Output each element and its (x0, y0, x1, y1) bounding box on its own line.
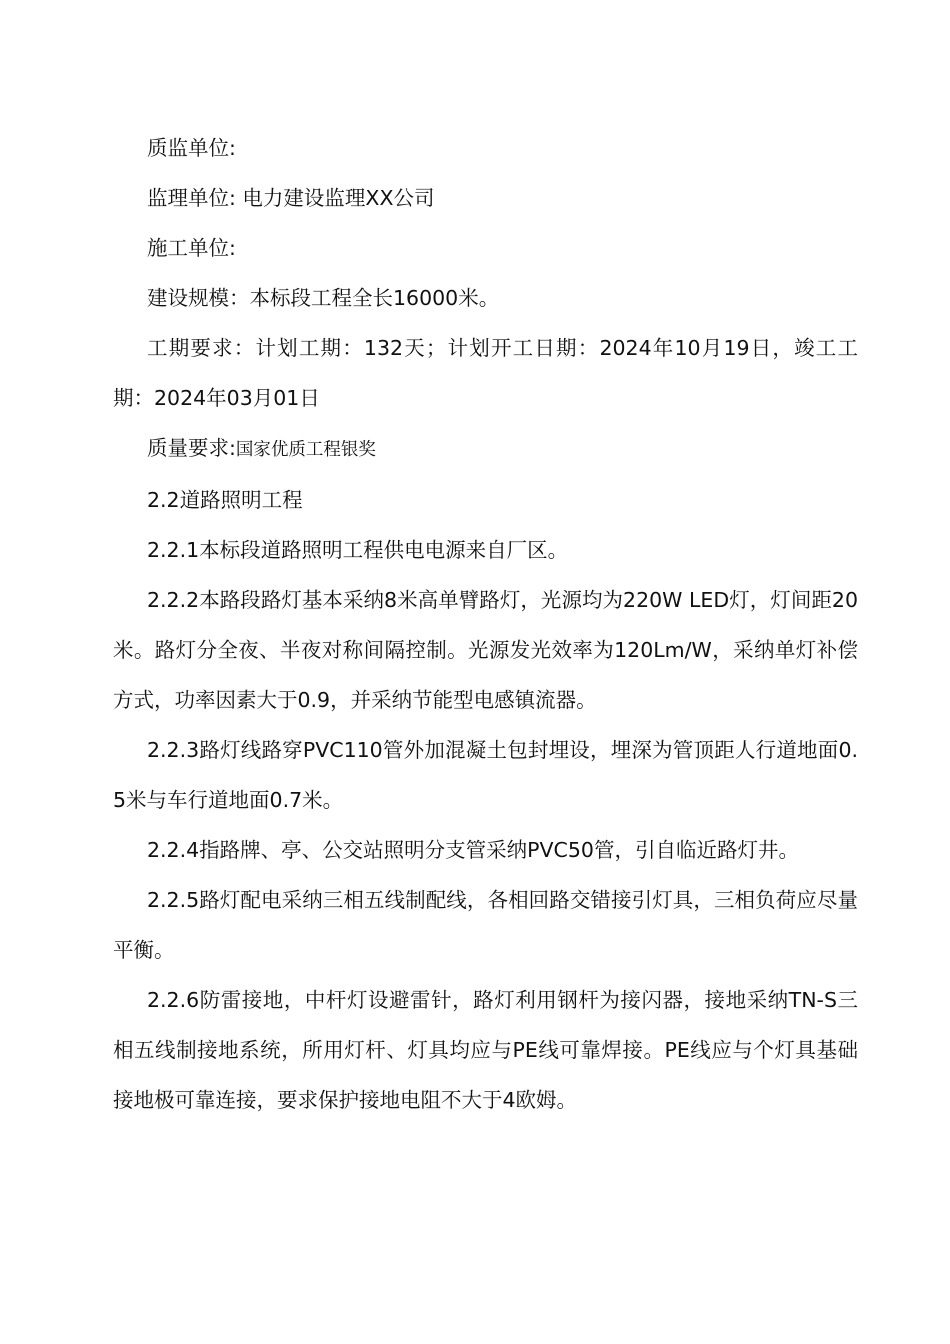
paragraph-supervision-unit: 监理单位: 电力建设监理XX公司 (147, 186, 435, 210)
section-heading-road-lighting: 2.2道路照明工程 (147, 488, 303, 512)
quality-requirement-value: 国家优质工程银奖 (235, 440, 376, 460)
paragraph-quality-supervision-unit: 质监单位: (147, 136, 236, 160)
paragraph-schedule-requirement: 工期要求：计划工期：132天；计划开工日期：2024年10月19日，竣工工期：2024年03月01日 (113, 336, 858, 410)
paragraph-2-2-5: 2.2.5路灯配电采纳三相五线制配线，各相回路交错接引灯具，三相负荷应尽量平衡。 (113, 888, 858, 962)
paragraph-quality-requirement (113, 423, 858, 475)
paragraph-2-2-4: 2.2.4指路牌、亭、公交站照明分支管采纳PVC50管，引自临近路灯井。 (147, 838, 799, 862)
paragraph-construction-scale: 建设规模：本标段工程全长16000米。 (147, 286, 500, 310)
paragraph-2-2-6: 2.2.6防雷接地，中杆灯设避雷针，路灯利用钢杆为接闪器，接地采纳TN-S三相五线制接地系统，所用灯杆、灯具均应与PE线可靠焊接。PE线应与个灯具基础接地极可靠连接，要求保护接地电阻不大于4欧姆。 (113, 988, 858, 1112)
paragraph-2-2-3: 2.2.3路灯线路穿PVC110管外加混凝土包封埋设，埋深为管顶距人行道地面0.5米与车行道地面0.7米。 (113, 738, 858, 812)
quality-requirement-label: 质量要求: (147, 436, 236, 460)
document-body (113, 123, 858, 1125)
paragraph-2-2-1: 2.2.1本标段道路照明工程供电电源来自厂区。 (147, 538, 569, 562)
paragraph-construction-unit: 施工单位: (147, 236, 236, 260)
paragraph-2-2-2: 2.2.2本路段路灯基本采纳8米高单臂路灯，光源均为220W LED灯，灯间距20米。路灯分全夜、半夜对称间隔控制。光源发光效率为120Lm/W，采纳单灯补偿方式，功率因素大于0.9，并采纳节能型电感镇流器。 (113, 588, 858, 712)
